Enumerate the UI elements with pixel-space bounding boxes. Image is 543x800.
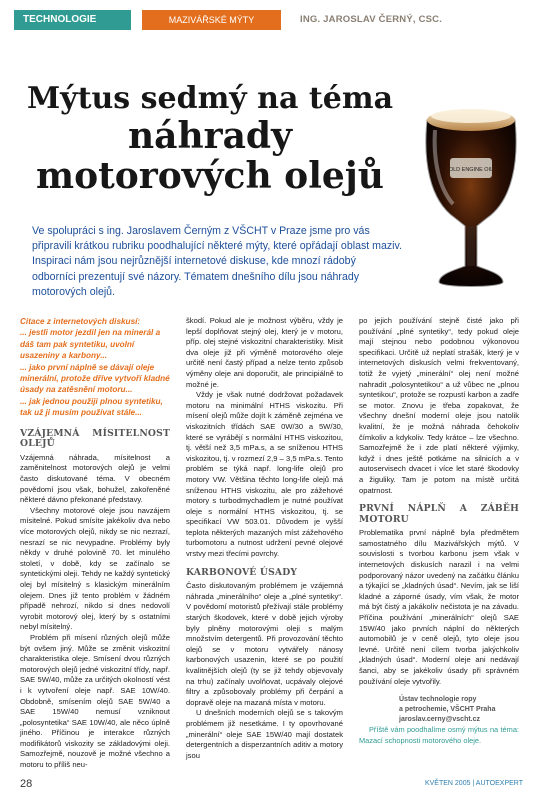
body-paragraph: Problematika první náplně byla předmětem samostatného dílu Mazivářských mýtů. V souvislosti s tvorbou karbonu jsem však v internetových diskusích narazil i na velmi podporovaný názor uvedený na začátku článku a týkající se „kladných úsad“. Nevím, jak se liší kladné a záporné úsady, vím však, že motor má být čistý a jakákoliv nečistota je na závadu. Příčina používání „minerálních“ olejů SAE 15W/40 jako prvních náplní do některých automobilů je v ceně olejů, tyto oleje jsou levné. Určitě není cílem tvorba jakýchkoliv „kladných úsad“. Moderní oleje ani nedávají šanci, aby se jakékoliv úsady při správném používání oleje vytvořily. [359,528,519,686]
body-paragraph: po jejich používání stejně čisté jako při používání „plné syntetiky“, tedy pokud oleje mají stejnou nebo podobnou výkonovou specifikaci. Určitě už neplatí strašák, který je v internetových diskusích velmi frekventovaný, totiž že vyjetý „minerální“ olej není možné nahradit „polosyntetikou“ a už vůbec ne „plnou syntetikou“, protože se rozpustí karbon a zadře se motor. Znovu je třeba zopakovat, že všechny dnešní moderní oleje jsou natolik kvalitní, že je možná náhrada čehokoliv čímkoliv a kdykoliv. Tedy krátce – lze všechno. Samozřejmě že i zde platí některé výjimky, když i dnes ještě potkáme na silnicích a v autoservisech dvacet i více let staré škodovky a žiguliky. Tam je potom na místě určitá opatrnost. [359,316,519,495]
body-paragraph: Vždy je však nutné dodržovat požadavek motoru na minimální HTHS viskozitu. Při mísení olejů může dojít k záměně zejména ve viskozitních třídách SAE 0W/30 a 5W/30, které se vyrábějí s normální HTHS viskozitou, tj. větší než 3,5 mPa.s, a se sníženou HTHS viskozitou, tj. v rozmezí 2,9 – 3,5 mPa.s. Tento problém se týká např. long-life olejů pro motory VW. Většina těchto long-life olejů má sníženou HTHS viskozitu, ale pro zážehové motory s turbodmychadlem je nutné používat oleje s normální HTHS viskozitou, tj. se specifikací VW 503.01. Důvodem je vyšší teplota některých mazaných míst zážehového turbomotoru a nutnost udržení pevné olejové vrstvy mezi třecími povrchy. [186,390,343,559]
quote-line: ... jak jednou použiji plnou syntetiku, tak už ji musím používat stále... [20,396,163,418]
body-paragraph: U dnešních moderních olejů se s takovým problémem již nesetkáme. I ty opovrhované „minerální“ oleje SAE 15W/40 mají dostatek detergentních a disperzantních aditiv a motory jsou [186,708,343,760]
section-heading: VZÁJEMNÁ MÍSITELNOST OLEJŮ [20,427,170,450]
title-line-2: náhrady [127,115,293,157]
section-heading: PRVNÍ NÁPLŇ A ZÁBĚH MOTORU [359,503,519,525]
body-paragraph: Všechny motorové oleje jsou navzájem mísitelné. Pokud smísíte jakékoliv dva nebo více motorových olejů, nikdy se nic nezrazí, nesrazí se nic nevypadne. Problémy byly někdy v druhé polovině 70. let minulého století, v době, kdy se začínalo se syntetickými oleji. Tehdy ne každý syntetický olej byl mísitelný s klasickým minerálním olejem. Dnes již tento problém v žádném případě nehrozí, nikdo si dnes nedovolí vyrobit motorový olej, který by s ostatními nebyl mísitelný. [20,505,170,632]
body-paragraph: Často diskutovaným problémem je vzájemná náhrada „minerálního“ oleje a „plné syntetiky“. V povědomí motoristů přežívají stále problémy starých škodovek, které v době jejich výroby byly plněny motorovými oleji s malým množstvím detergentů. Při provozování těchto olejů se v motoru vytvářely nánosy karbonových usazenin, které se po použití kvalitnějších olejů (ty se již tehdy objevovaly na trhu) začínaly uvolňovat, ucpávaly olejové filtry a způsobovaly problémy při čerpání a dopravě oleje na mazaná místa v motoru. [186,581,343,707]
section-tag: TECHNOLOGIE [14,10,131,30]
page-footer [0,778,543,794]
column-2 [186,316,343,761]
intro-paragraph: Ve spolupráci s ing. Jaroslavem Černým z VŠCHT v Praze jsme pro vás připravili krátkou rubriku poodhalující některé mýty, které opřádají oblast maziv. Inspiraci nám jsou nejrůznější internetové diskuse, kde mnozí rádobý odborníci prezentují své názory. Tématem dnešního dílu jsou náhrady motorových olejů. [32,225,402,298]
quote-line: ... jako první náplně se dávají oleje minerální, protože dříve vytvoří kladné úsady na zatěsnění motoru... [20,362,170,395]
quote-line: ... jestli motor jezdil jen na minerál a dáš tam pak syntetiku, uvolní usazeniny a karbony... [20,328,161,361]
body-paragraph: Problém při mísení různých olejů může být ovšem jiný. Může se změnit viskozitní charakteristika oleje. Smísení dvou různých motorových olejů jedné viskozitní třídy, např. SAE 5W/40, může za určitých okolností vést i k vytvoření oleje např. SAE 10W/40. Obdobně, smísením olejů SAE 5W/40 a SAE 15W/40 nemusí vzniknout „polosyntetika“ SAE 10W/40, ale něco úplně jiného. Příčinou je interakce různých modifikátorů viskozity se základovými oleji. Samozřejmě, nouzově je možné všechno a motoru to příliš neu- [20,632,170,770]
issue-info: KVĚTEN 2005 | AUTOEXPERT [424,780,523,787]
signature-line: a petrochemie, VŠCHT Praha [399,706,496,714]
column-1 [20,316,170,771]
pull-quote [20,316,170,419]
author-signature [399,695,519,725]
body-paragraph: Vzájemná náhrada, mísitelnost a zaměnitelnost motorových olejů je velmi často diskutované téma. V obecném povědomí jsou však, bohužel, zakořeněné některé dávno překonané představy. [20,452,170,505]
title-line-1: Mýtus sedmý na téma [26,81,394,116]
oil-glass-image [405,80,537,294]
page-number: 28 [20,778,33,790]
quote-line: Citace z internetových diskusí: [20,317,141,326]
title-line-3: motorových olejů [36,155,384,197]
article-title [20,82,400,196]
signature-line: Ústav technologie ropy [399,696,477,704]
series-tag: MAZIVÁŘSKÉ MÝTY [142,10,281,30]
next-episode-note: Příště vám poodhalíme osmý mýtus na téma: Mazací schopnosti motorového oleje. [359,725,519,745]
body-paragraph: škodí. Pokud ale je možnost výběru, vždy je lepší doplňovat stejný olej, který je v motoru, příp. olej stejné viskozitní charakteristiky. Misit dva oleje již při výměně motorového oleje určitě není častý případ a nelze tento způsob výměny oleje ani doporučit, ale principiálně to možné je. [186,316,343,389]
column-3 [359,316,519,746]
glass-logo-text: OLD ENGINE OIL [448,167,494,173]
author-email[interactable]: jaroslav.cerny@vscht.cz [399,716,481,724]
author-name: ING. JAROSLAV ČERNÝ, CSC. [300,14,443,25]
page-header [0,10,543,32]
section-heading: KARBONOVÉ ÚSADY [186,566,298,578]
